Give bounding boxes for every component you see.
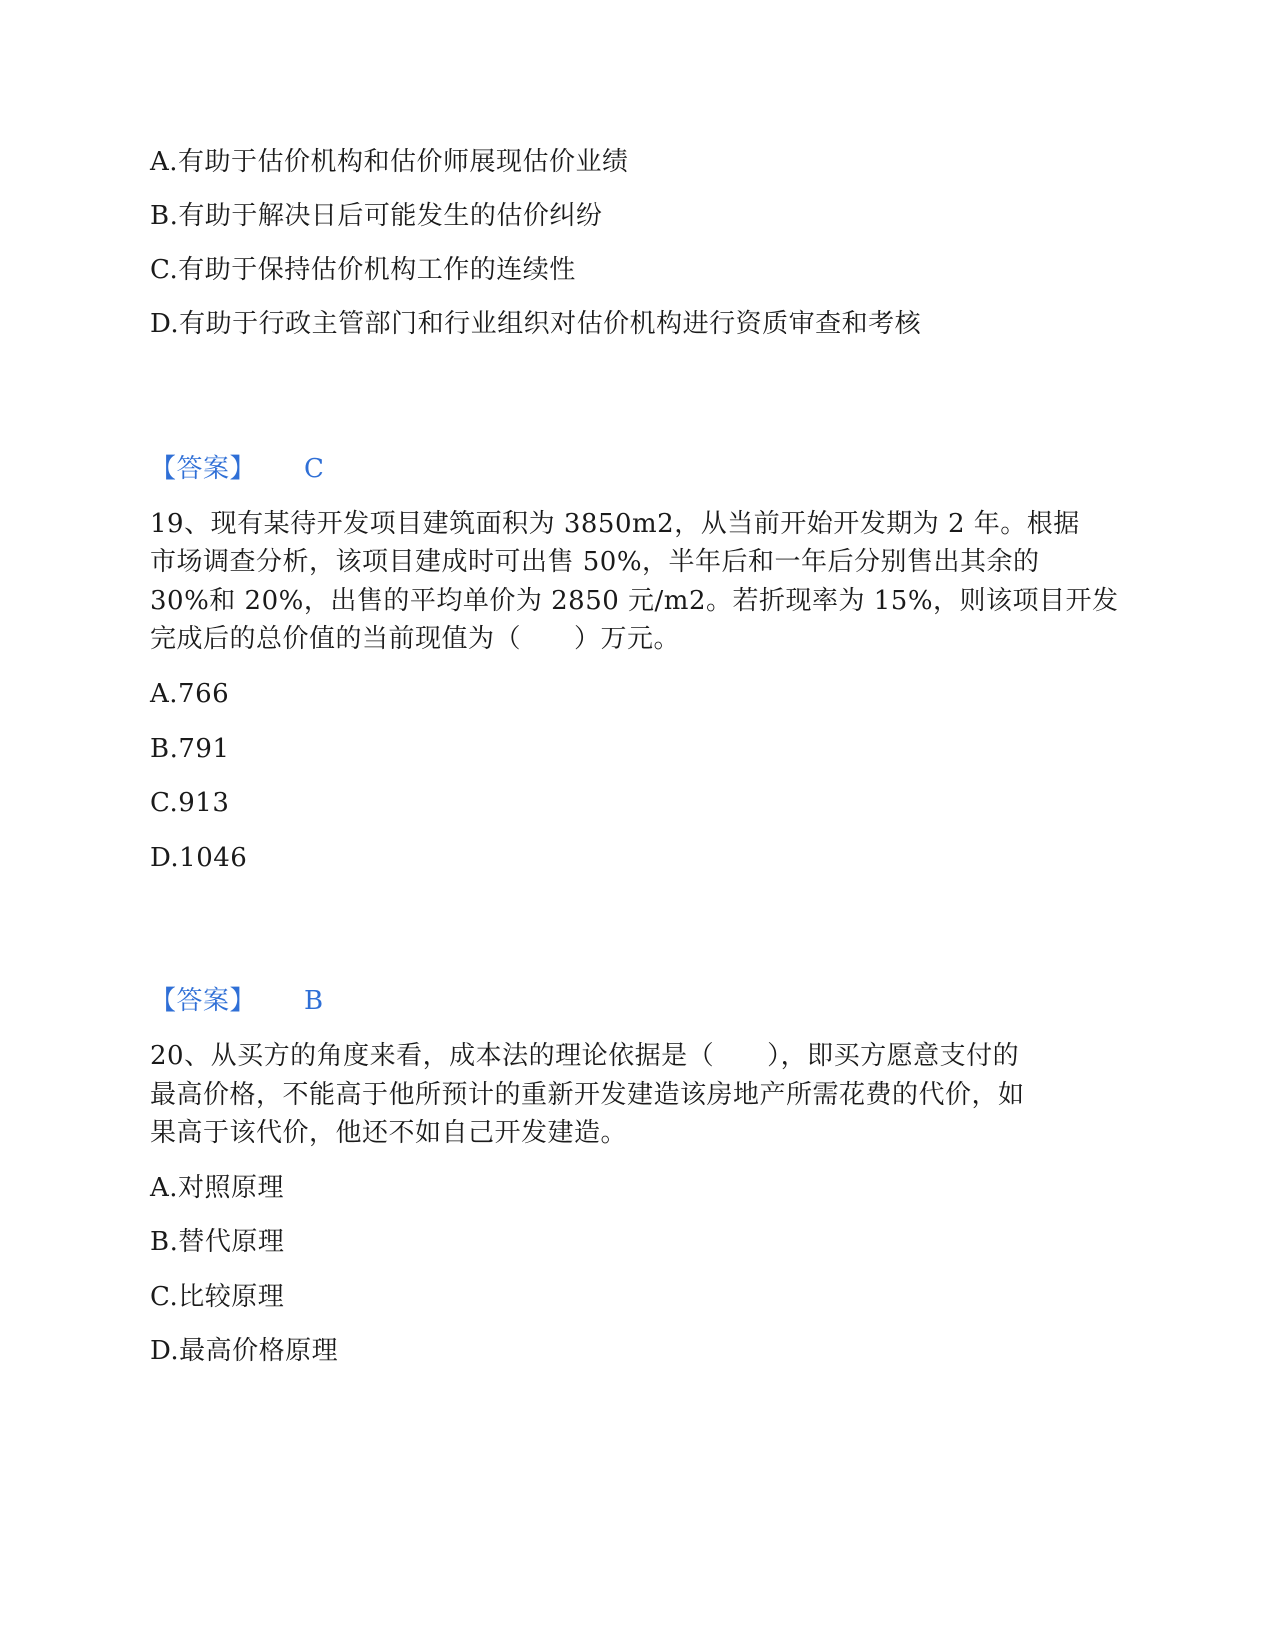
q19-text-line-2: 市场调查分析，该项目建成时可出售 50%，半年后和一年后分别售出其余的 [150, 547, 1040, 577]
answer-value: C [304, 454, 325, 484]
option-b: B.有助于解决日后可能发生的估价纠纷 [150, 201, 603, 231]
q19-answer-row [150, 982, 324, 1020]
q19-text-line-1: 19、现有某待开发项目建筑面积为 3850m2，从当前开始开发期为 2 年。根据 [150, 509, 1080, 539]
q19-option-a: A.766 [150, 679, 230, 709]
option-a: A.有助于估价机构和估价师展现估价业绩 [150, 147, 629, 177]
answer-label: 【答案】 [150, 454, 257, 484]
q20-option-d: D.最高价格原理 [150, 1336, 339, 1366]
answer-row [150, 450, 324, 488]
answer-label: 【答案】 [150, 986, 257, 1016]
answer-value: B [304, 986, 324, 1016]
option-d: D.有助于行政主管部门和行业组织对估价机构进行资质审查和考核 [150, 309, 922, 339]
q19-option-b: B.791 [150, 734, 230, 764]
q19-option-c: C.913 [150, 788, 230, 818]
q19-text-line-4: 完成后的总价值的当前现值为（ ）万元。 [150, 624, 681, 654]
q20-option-a: A.对照原理 [150, 1173, 285, 1203]
q20-option-b: B.替代原理 [150, 1227, 285, 1257]
q19-option-d: D.1046 [150, 843, 248, 873]
q20-text-line-2: 最高价格，不能高于他所预计的重新开发建造该房地产所需花费的代价，如 [150, 1080, 1025, 1110]
q20-text-line-3: 果高于该代价，他还不如自己开发建造。 [150, 1118, 628, 1148]
option-c: C.有助于保持估价机构工作的连续性 [150, 255, 576, 285]
q20-text-line-1: 20、从买方的角度来看，成本法的理论依据是（ ），即买方愿意支付的 [150, 1041, 1020, 1071]
q20-option-c: C.比较原理 [150, 1282, 285, 1312]
q19-text-line-3: 30%和 20%，出售的平均单价为 2850 元/m2。若折现率为 15%，则该项目开发 [150, 586, 1119, 616]
